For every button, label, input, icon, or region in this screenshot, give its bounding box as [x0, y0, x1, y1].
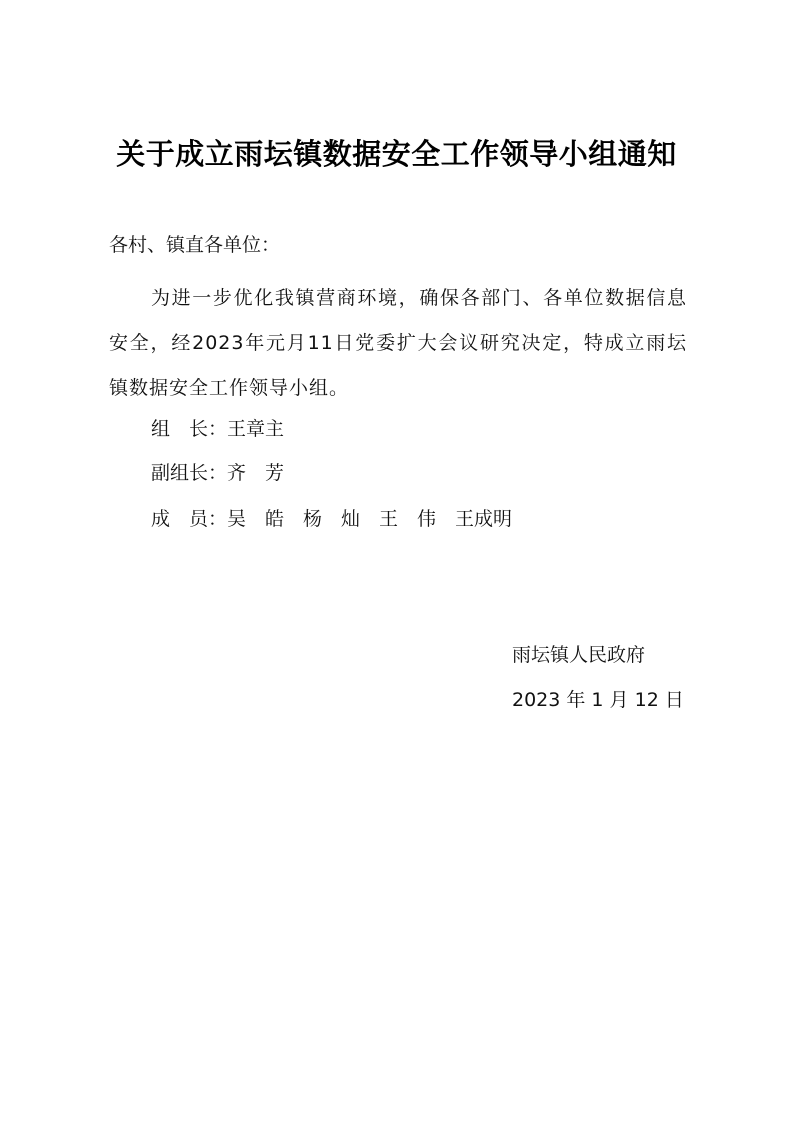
members-line: 成 员：吴 皓 杨 灿 王 伟 王成明 — [151, 508, 513, 530]
issuing-organization: 雨坛镇人民政府 — [512, 644, 646, 666]
issue-date: 2023 年 1 月 12 日 — [512, 689, 684, 711]
salutation: 各村、镇直各单位： — [109, 234, 281, 256]
group-leader-line: 组 长：王章主 — [151, 418, 285, 440]
body-paragraph: 为进一步优化我镇营商环境，确保各部门、各单位数据信息安全，经2023年元月11日党委扩大会议研究决定，特成立雨坛镇数据安全工作领导小组。 — [109, 287, 687, 399]
document-title: 关于成立雨坛镇数据安全工作领导小组通知 — [116, 137, 677, 171]
deputy-leader-line: 副组长：齐 芳 — [151, 462, 285, 484]
